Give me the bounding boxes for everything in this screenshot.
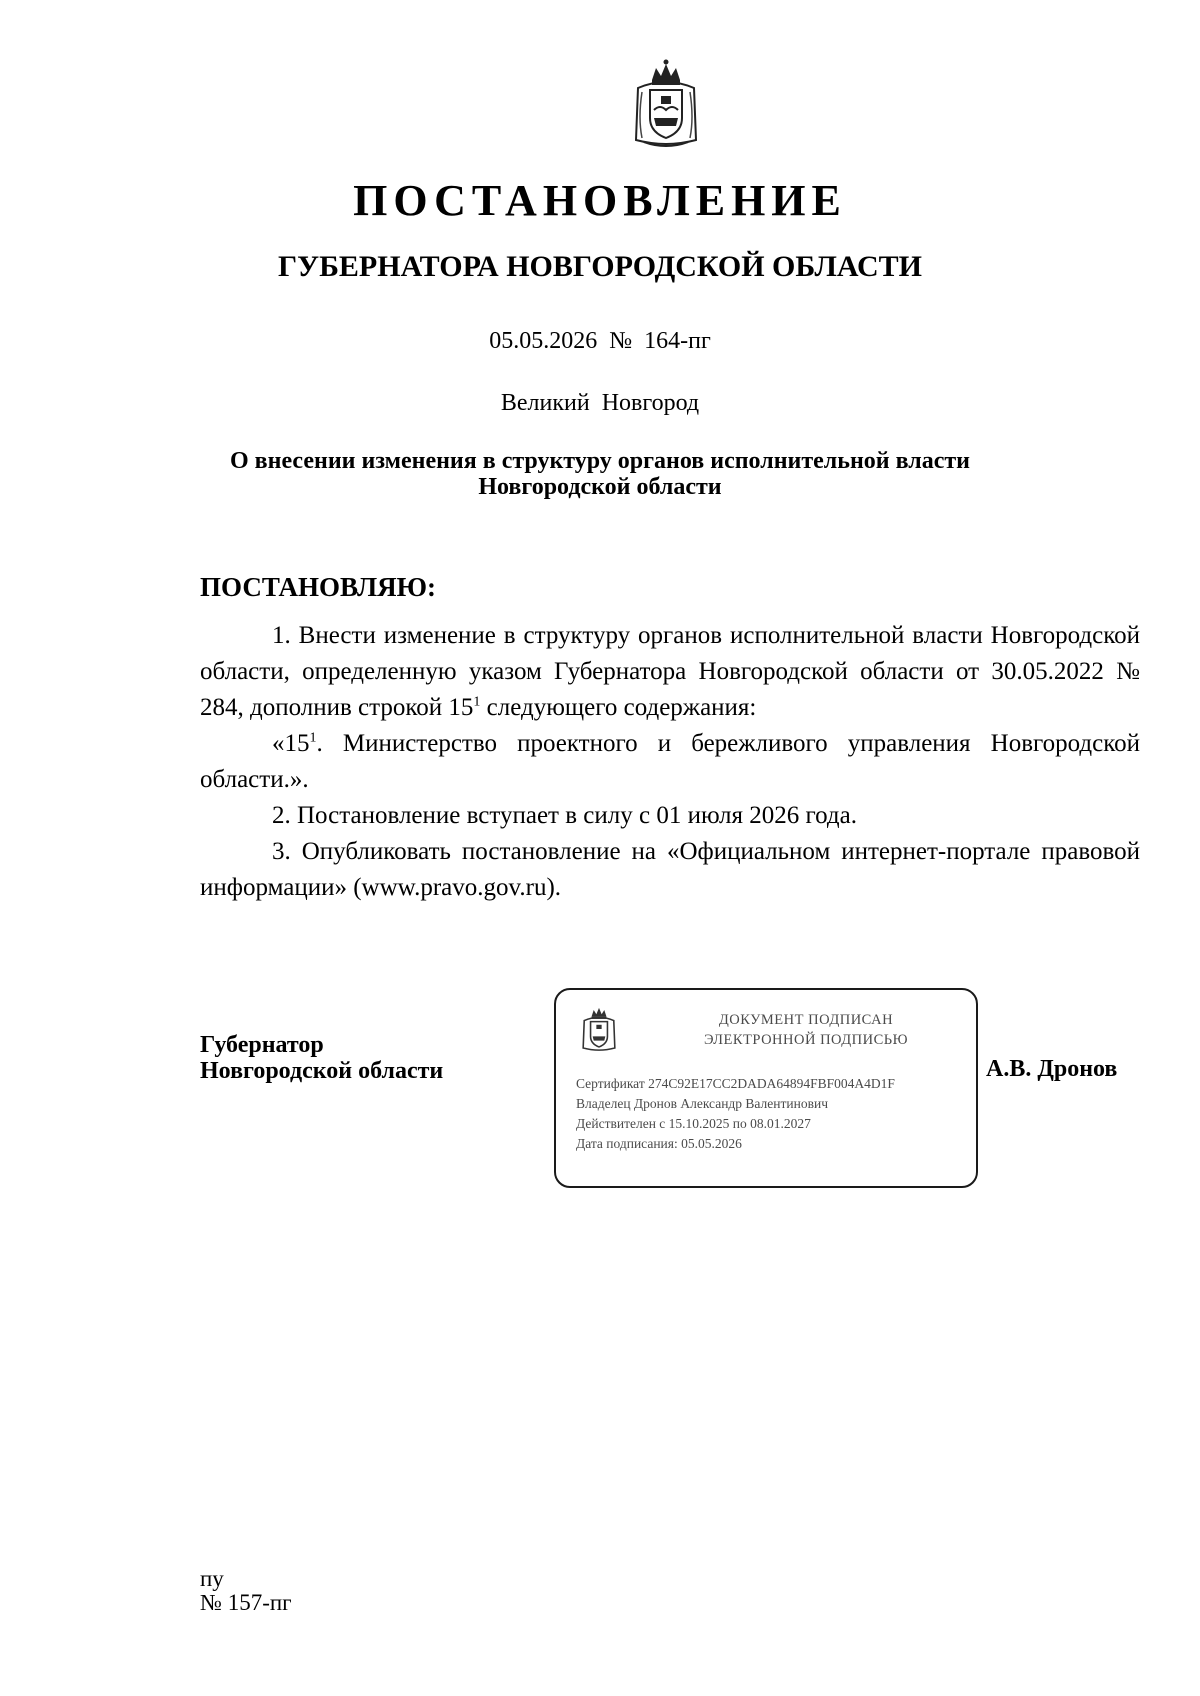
quoted-line-text: . Министерство проектного и бережливого управления Новгородской области.».	[200, 730, 1140, 793]
document-number: 164-пг	[644, 328, 711, 354]
paragraph-3: 3. Опубликовать постановление на «Официальном интернет-портале правовой информации» (www.pravo.gov.ru).	[200, 838, 1140, 901]
superscript: 1	[473, 694, 481, 710]
stamp-certificate: Сертификат 274C92E17CC2DADA64894FBF004A4D1F	[576, 1076, 895, 1091]
quoted-line	[200, 726, 1140, 798]
number-sign: №	[609, 328, 633, 354]
document-date: 05.05.2026	[489, 328, 598, 354]
electronic-signature-stamp	[554, 988, 978, 1188]
issuer-heading: ГУБЕРНАТОРА НОВГОРОДСКОЙ ОБЛАСТИ	[277, 250, 923, 283]
stamp-heading-1: ДОКУМЕНТ ПОДПИСАН	[718, 1012, 894, 1028]
stamp-heading-2: ЭЛЕКТРОННОЙ ПОДПИСЬЮ	[703, 1032, 909, 1048]
paragraph-1	[200, 618, 1140, 726]
stamp-signed-date: Дата подписания: 05.05.2026	[576, 1136, 742, 1151]
subject-line-2: Новгородской области	[478, 474, 722, 500]
document-type-heading: ПОСТАНОВЛЕНИЕ	[353, 176, 847, 225]
decree-word: ПОСТАНОВЛЯЮ:	[200, 572, 436, 602]
reference-line-2: № 157-пг	[200, 1590, 292, 1615]
signer-title-line-2: Новгородской области	[200, 1058, 444, 1084]
document-subject	[0, 448, 1200, 500]
stamp-owner: Владелец Дронов Александр Валентинович	[576, 1096, 828, 1111]
stamp-validity: Действителен с 15.10.2025 по 08.01.2027	[576, 1116, 811, 1131]
signer-title	[200, 1032, 443, 1084]
subject-line-1: О внесении изменения в структуру органов исполнительной власти	[230, 448, 970, 474]
date-number-line	[0, 328, 1200, 355]
paragraph-1-text-end: следующего содержания:	[480, 694, 757, 721]
stamp-coat-of-arms-icon	[580, 1004, 618, 1054]
city: Великий Новгород	[500, 390, 700, 416]
coat-of-arms-icon	[630, 58, 702, 150]
reference-line-1: пу	[200, 1566, 224, 1591]
signer-title-line-1: Губернатор	[200, 1032, 324, 1058]
superscript: 1	[309, 730, 317, 746]
paragraph-2: 2. Постановление вступает в силу с 01 июля 2026 года.	[272, 802, 857, 829]
signer-name: А.В. Дронов	[986, 1056, 1118, 1082]
paragraph-1-text: 1. Внести изменение в структуру органов исполнительной власти Новгородской области, определенную указом Губернатора Новгородской области от 30.05.2022 № 284, дополнив строкой 15	[200, 622, 1140, 721]
quoted-line-start: «15	[272, 730, 310, 757]
